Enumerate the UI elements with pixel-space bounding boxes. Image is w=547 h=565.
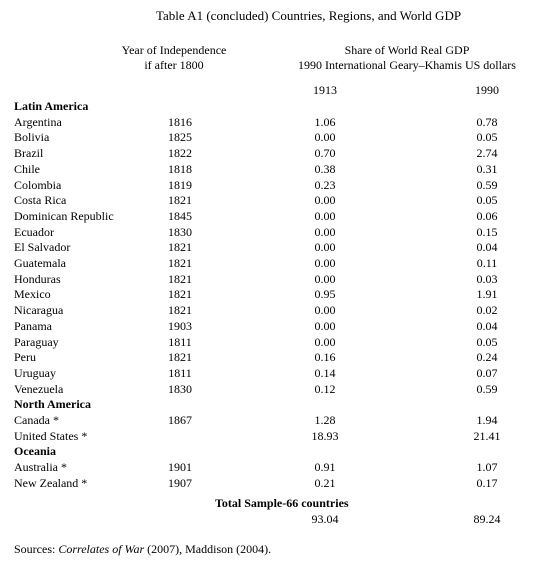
independence-year: 1901: [168, 460, 192, 474]
gdp-share-1990: 0.15: [476, 225, 498, 239]
gdp-share-1913: 0.00: [314, 130, 336, 144]
gdp-share-1913: 0.00: [314, 209, 336, 223]
independence-year: 1821: [168, 287, 192, 301]
country-name: Costa Rica: [14, 193, 67, 207]
country-name: New Zealand *: [14, 476, 88, 490]
independence-year: 1825: [168, 130, 192, 144]
independence-year: 1816: [168, 115, 192, 129]
independence-year: 1830: [168, 382, 192, 396]
share-header-line2: 1990 International Geary–Khamis US dollars: [298, 58, 516, 72]
gdp-share-1913: 0.12: [314, 382, 336, 396]
table-title: Table A1 (concluded) Countries, Regions, and World GDP: [156, 8, 462, 23]
independence-year: 1821: [168, 272, 192, 286]
gdp-share-1913: 0.00: [314, 225, 336, 239]
gdp-share-1990: 0.05: [476, 130, 498, 144]
gdp-share-1990: 0.11: [476, 256, 498, 270]
country-name: Ecuador: [14, 225, 54, 239]
country-name: United States *: [14, 429, 88, 443]
gdp-share-1913: 0.95: [314, 287, 336, 301]
country-name: Australia *: [14, 460, 67, 474]
column-header-1913: 1913: [313, 83, 337, 97]
sources-suffix: (2007), Maddison (2004).: [144, 542, 272, 556]
country-name: Guatemala: [14, 256, 66, 270]
country-name: Mexico: [14, 287, 51, 301]
gdp-share-1990: 0.78: [476, 115, 498, 129]
independence-year: 1822: [168, 146, 192, 160]
gdp-share-1913: 0.21: [314, 476, 336, 490]
gdp-share-1990: 0.31: [476, 162, 498, 176]
gdp-share-1990: 0.24: [476, 350, 498, 364]
gdp-share-1990: 0.07: [476, 366, 498, 380]
gdp-share-1990: 1.07: [476, 460, 498, 474]
country-name: Honduras: [14, 272, 61, 286]
section-heading: North America: [14, 397, 91, 411]
gdp-share-1913: 0.00: [314, 240, 336, 254]
gdp-share-1913: 0.70: [314, 146, 336, 160]
country-name: Argentina: [14, 115, 62, 129]
gdp-share-1990: 0.05: [476, 193, 498, 207]
gdp-share-1990: 2.74: [476, 146, 498, 160]
year-header-line1: Year of Independence: [121, 43, 227, 57]
total-label: Total Sample-66 countries: [215, 496, 349, 510]
independence-year: 1821: [168, 350, 192, 364]
gdp-share-1913: 1.06: [314, 115, 336, 129]
independence-year: 1821: [168, 240, 192, 254]
gdp-share-1990: 0.04: [476, 319, 498, 333]
gdp-share-1990: 0.02: [476, 303, 498, 317]
independence-year: 1867: [168, 413, 192, 427]
section-heading: Latin America: [14, 99, 89, 113]
gdp-share-1990: 0.59: [476, 178, 498, 192]
country-name: Nicaragua: [14, 303, 64, 317]
gdp-share-1990: 1.94: [476, 413, 498, 427]
share-of-world-gdp-header: [272, 43, 542, 73]
independence-year: 1811: [168, 335, 192, 349]
sources-work-title: Correlates of War: [58, 542, 145, 556]
gdp-share-1990: 0.17: [476, 476, 498, 490]
gdp-share-1913: 0.00: [314, 193, 336, 207]
country-name: Brazil: [14, 146, 44, 160]
gdp-share-1990: 0.04: [476, 240, 498, 254]
gdp-share-1990: 0.59: [476, 382, 498, 396]
country-name: Dominican Republic: [14, 209, 114, 223]
gdp-share-1913: 0.91: [314, 460, 336, 474]
gdp-share-1913: 0.16: [314, 350, 336, 364]
share-header-line1: Share of World Real GDP: [344, 43, 470, 57]
independence-year: 1845: [168, 209, 192, 223]
gdp-share-1913: 18.93: [311, 429, 339, 443]
independence-year: 1907: [168, 476, 192, 490]
total-value-1913: 93.04: [311, 512, 339, 526]
sources-note: [14, 542, 271, 556]
country-name: Peru: [14, 350, 36, 364]
country-name: El Salvador: [14, 240, 71, 254]
independence-year: 1818: [168, 162, 192, 176]
gdp-share-1913: 1.28: [314, 413, 336, 427]
independence-year: 1821: [168, 256, 192, 270]
gdp-share-1913: 0.00: [314, 335, 336, 349]
gdp-share-1913: 0.00: [314, 319, 336, 333]
country-name: Uruguay: [14, 366, 56, 380]
year-of-independence-header: [108, 43, 240, 73]
gdp-share-1913: 0.00: [314, 303, 336, 317]
independence-year: 1903: [168, 319, 192, 333]
year-header-line2: if after 1800: [144, 58, 204, 72]
country-name: Bolivia: [14, 130, 50, 144]
country-name: Venezuela: [14, 382, 64, 396]
country-name: Colombia: [14, 178, 62, 192]
country-name: Chile: [14, 162, 40, 176]
total-value-1990: 89.24: [473, 512, 501, 526]
country-name: Canada *: [14, 413, 59, 427]
gdp-share-1990: 0.05: [476, 335, 498, 349]
independence-year: 1821: [168, 303, 192, 317]
independence-year: 1819: [168, 178, 192, 192]
independence-year: 1830: [168, 225, 192, 239]
gdp-share-1913: 0.00: [314, 256, 336, 270]
country-name: Paraguay: [14, 335, 59, 349]
gdp-share-1990: 0.03: [476, 272, 498, 286]
gdp-share-1990: 21.41: [473, 429, 501, 443]
column-header-1990: 1990: [475, 83, 499, 97]
gdp-share-1913: 0.14: [314, 366, 336, 380]
gdp-share-1990: 1.91: [476, 287, 498, 301]
section-heading: Oceania: [14, 444, 56, 458]
gdp-share-1913: 0.00: [314, 272, 336, 286]
country-name: Panama: [14, 319, 52, 333]
gdp-share-1913: 0.23: [314, 178, 336, 192]
independence-year: 1821: [168, 193, 192, 207]
sources-prefix: Sources:: [14, 542, 59, 556]
gdp-share-1990: 0.06: [476, 209, 498, 223]
independence-year: 1811: [168, 366, 192, 380]
gdp-share-1913: 0.38: [314, 162, 336, 176]
